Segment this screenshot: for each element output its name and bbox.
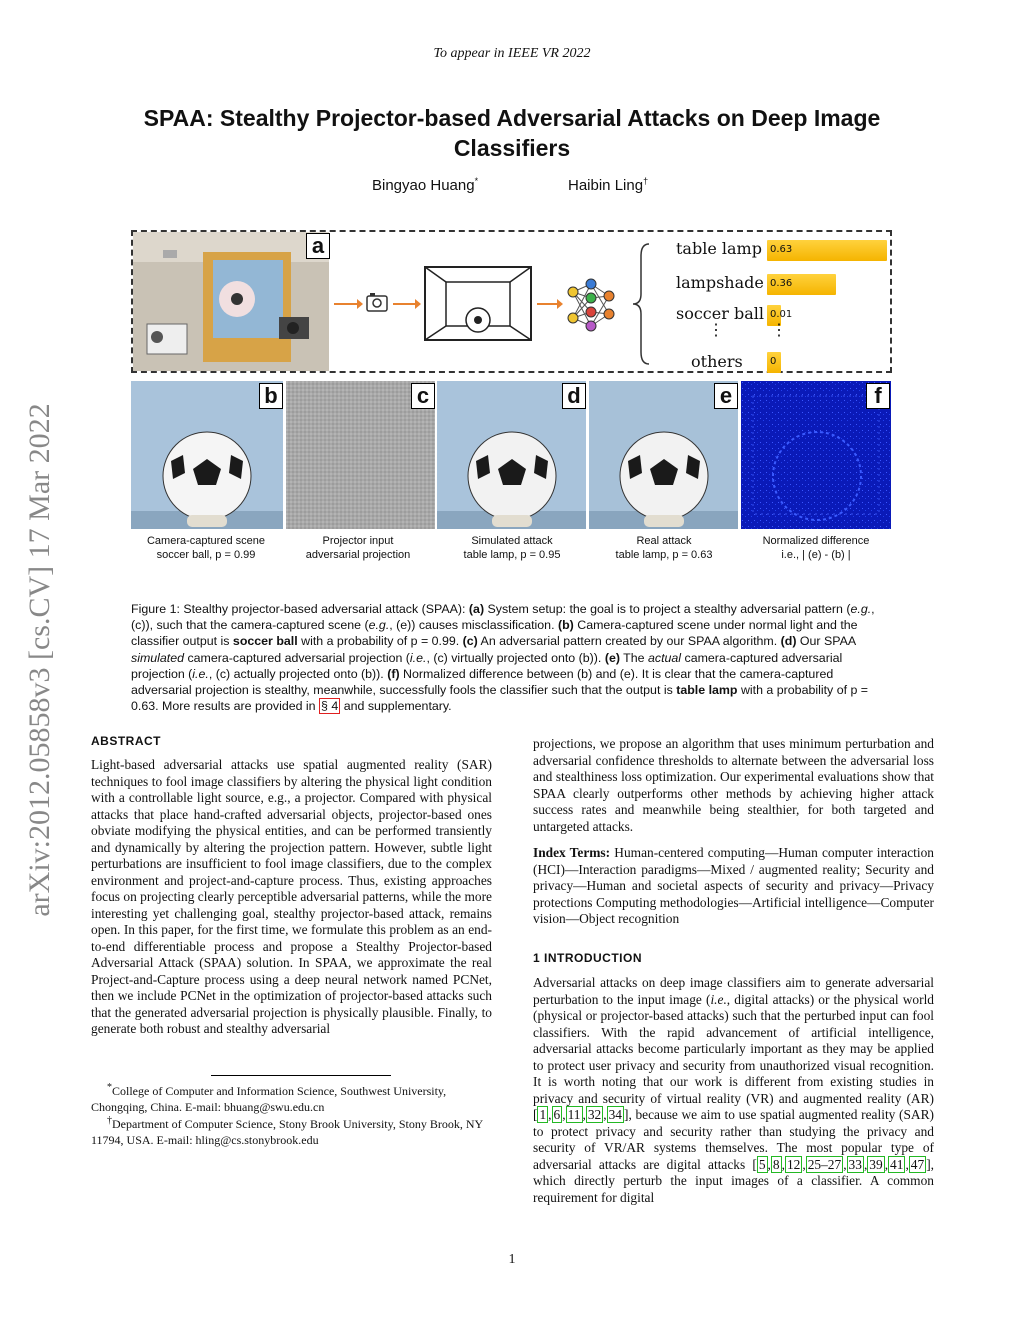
abstract-text: Light-based adversarial attacks use spatial augmented reality (SAR) techniques to fool image classifiers by altering the physical light condition with a controllable light source, e.g., a projector. Compared with physical attacks that place hand-crafted adversarial objects, projector-based ones obviate modifying the physical entities, and can be performed transiently and dynamically by altering the projection pattern. However, subtle light perturbations are insufficient to fool image classifiers, due to the complex environment and project-and-capture process. Thus, existing approaches focus on projecting clearly perceptible adversarial patterns, while the more interesting yet challenging goal, stealthy projector-based attack, remains open. In this paper, for the first time, we formulate this problem as an end-to-end differentiable process and propose a Stealthy Projector-based Adversarial Attack (SPAA) solution. In SPAA, we approximate the real Project-and-Capture process using a deep neural network named PCNet, then we include PCNet in the optimization of projector-based attacks such that the generated adversarial projection is physically plausible. Finally, to generate both robust and stealthy adversarial: [91, 757, 492, 1036]
footnote-2: †Department of Computer Science, Stony Brook University, Stony Brook, NY 11794, USA. E-mail: hling@cs.stonybrook.edu: [91, 1115, 483, 1147]
pipeline-diagram: [329, 232, 659, 371]
author-2: Haibin Ling†: [568, 176, 649, 194]
citation-link[interactable]: 39: [869, 1156, 883, 1172]
neural-network-icon: [568, 279, 614, 331]
prob-bar-3: 0: [767, 352, 781, 373]
abstract-continued: projections, we propose an algorithm that uses minimum perturbation and adversarial confidence thresholds to alternate between the adversarial loss and stealthiness loss optimization. Our experimental evaluations show that SPAA clearly outperforms other methods by achieving higher attack success rates and meanwhile being stealthier, for both targeted and untargeted attacks.: [533, 736, 934, 834]
camera-icon: [367, 293, 387, 311]
citation-link[interactable]: 5: [758, 1156, 766, 1172]
prob-bar-2: 0.01: [767, 305, 781, 326]
class-label-3: others: [691, 352, 743, 371]
citation-link[interactable]: 32: [587, 1107, 602, 1122]
subcaption-e: Real attack table lamp, p = 0.63: [615, 535, 713, 561]
citation-link[interactable]: 11: [567, 1107, 581, 1122]
panel-label-b: b: [259, 383, 283, 409]
figure-caption: Figure 1: Stealthy projector-based adversarial attack (SPAA): (a) System setup: the goal is to project a stealthy adversarial pattern (e.g., (c)), such that the camera-captured scene (e.g., (e)) causes misclassification. (b) Camera-captured scene under normal light and the classifier output is soccer ball with a probability of p = 0.99. (c) An adversarial pattern created by our SPAA algorithm. (d) Our SPAA simulated camera-captured adversarial projection (i.e., (c) virtually projected onto (b)). (e) The actual camera-captured adversarial projection (i.e., (c) actually projected onto (b)). (f) Normalized difference between (b) and (e). It is clear that the camera-captured adversarial projection is stealthy, meanwhile, successfully fools the classifier such that the output is table lamp with a probability of p = 0.63. More results are provided in § 4 and supplementary.: [131, 602, 875, 714]
index-terms: Index Terms: Human-centered computing—Human computer interaction (HCI)—Interaction paradigms—Mixed / augmented reality; Security and privacy—Human and societal aspects of security and privacy—Privacy protections Computing methodologies—Artificial intelligence—Computer vision—Object recognition: [533, 845, 934, 926]
footnote-1: *College of Computer and Information Science, Southwest University, Chongqing, China. E-mail: bhuang@swu.edu.cn: [91, 1082, 447, 1114]
panel-label-f: f: [866, 383, 890, 409]
citation-link[interactable]: 34: [608, 1107, 622, 1122]
panel-label-a: a: [306, 233, 330, 259]
citation-link[interactable]: 33: [848, 1156, 862, 1172]
ellipsis-right: ⋮: [771, 320, 787, 339]
section-ref-link[interactable]: § 4: [321, 699, 339, 714]
class-label-0: table lamp: [676, 239, 762, 258]
paper-title: SPAA: Stealthy Projector-based Adversarial Attacks on Deep Image Classifiers: [143, 105, 881, 161]
venue-header: To appear in IEEE VR 2022: [433, 46, 591, 61]
ellipsis-left: ⋮: [708, 320, 724, 339]
introduction-heading: 1 INTRODUCTION: [533, 951, 642, 965]
panel-label-d: d: [562, 383, 586, 409]
subcaption-f: Normalized difference i.e., | (e) - (b) |: [762, 535, 870, 561]
panel-label-e: e: [714, 383, 738, 409]
subcaption-b: Camera-captured scene soccer ball, p = 0.99: [146, 535, 265, 561]
citation-link[interactable]: 6: [553, 1107, 561, 1122]
prob-bar-1: 0.36: [767, 274, 836, 295]
scene-thumbnail: [425, 267, 531, 340]
citation-link[interactable]: 8: [772, 1156, 780, 1172]
citation-link[interactable]: 1: [539, 1107, 547, 1122]
arxiv-stamp: arXiv:2012.05858v3 [cs.CV] 17 Mar 2022: [23, 403, 56, 917]
page-number: 1: [508, 1252, 516, 1267]
class-label-2: soccer ball: [676, 304, 764, 323]
class-label-1: lampshade: [676, 273, 764, 292]
author-1: Bingyao Huang*: [372, 176, 479, 194]
panel-label-c: c: [411, 383, 435, 409]
citation-link[interactable]: 47: [910, 1156, 925, 1172]
citation-link[interactable]: 25–27: [807, 1156, 842, 1172]
citation-link[interactable]: 12: [786, 1156, 801, 1172]
subcaption-c: Projector input adversarial projection: [305, 535, 411, 561]
citation-link[interactable]: 41: [890, 1156, 904, 1172]
subcaption-d: Simulated attack table lamp, p = 0.95: [463, 535, 561, 561]
footnote-rule: [211, 1075, 391, 1076]
introduction-text: Adversarial attacks on deep image classifiers aim to generate adversarial perturbation to the input image (i.e., digital attacks) or the physical world (physical or projector-based attacks) such that the perturbed input can fool classifiers. With the rapid advancement of artificial intelligence, adversarial attacks become particularly important as they may be applied to protect user privacy and security from unauthorized visual recognition. It is worth noting that our work is different from existing studies in privacy and security of virtual reality (VR) and augmented reality (AR) [ 1 , 6 , 11 , 32 , 34 ], because we aim to use spatial augmented reality (SAR) to protect privacy and security rather than studying the privacy and security of VR/AR systems themselves. The most popular type of adversarial attacks are digital attacks [ 5 , 8 , 12 , 25–27 , 33 , 39 , 41 , 47 ], which directly perturb the input images of a classifier. A common requirement for digital: [533, 975, 934, 1205]
setup-photo: [133, 232, 329, 371]
figure-panel-a: [131, 230, 892, 373]
prob-bar-0: 0.63: [767, 240, 887, 261]
abstract-heading: ABSTRACT: [91, 734, 161, 748]
